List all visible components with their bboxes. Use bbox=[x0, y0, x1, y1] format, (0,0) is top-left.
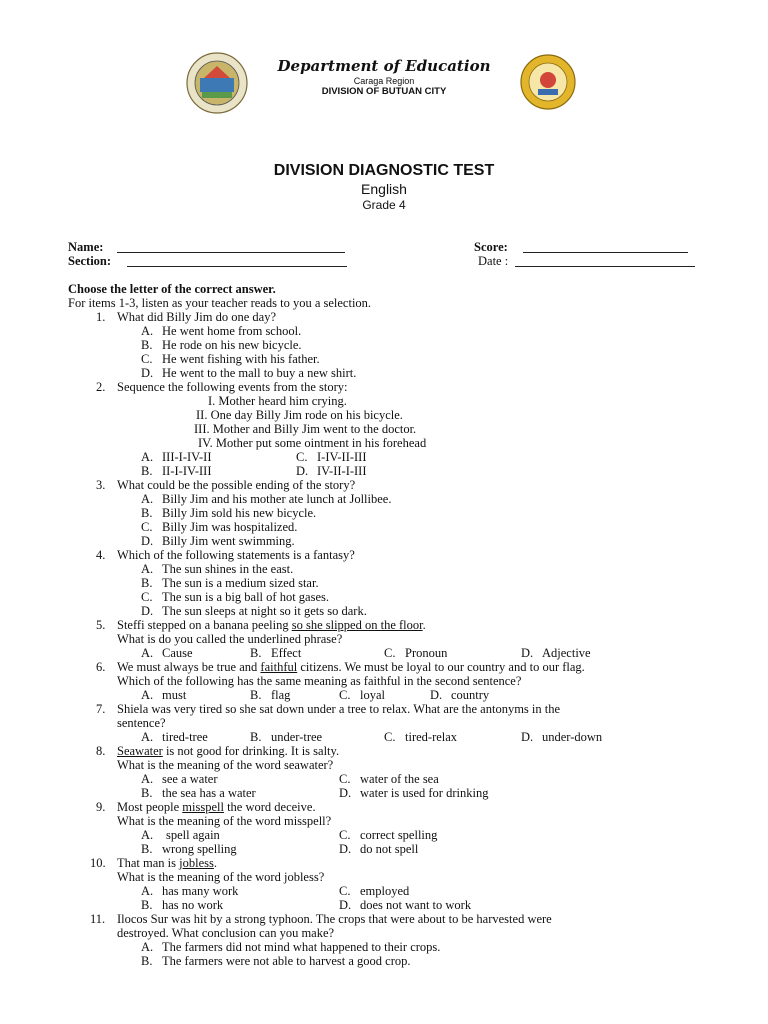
q6-option-c[interactable]: loyal bbox=[360, 688, 385, 702]
q2-event-1: I. Mother heard him crying. bbox=[208, 394, 347, 408]
q10-text bbox=[117, 856, 217, 870]
region-label: Caraga Region bbox=[353, 76, 415, 86]
q5-text-2: What is do you called the underlined phrase? bbox=[117, 632, 343, 646]
q10-text-post: . bbox=[213, 856, 217, 870]
q6-text-2: Which of the following has the same meaning as faithful in the second sentence? bbox=[117, 674, 522, 688]
q6-c-letter: C. bbox=[339, 688, 351, 702]
q7-text-2: sentence? bbox=[117, 716, 166, 730]
q8-text-post: is not good for drinking. It is salty. bbox=[162, 744, 340, 758]
date-label: Date : bbox=[478, 254, 509, 268]
q3-a-letter: A. bbox=[141, 492, 154, 506]
q9-text-2: What is the meaning of the word misspell? bbox=[117, 814, 332, 828]
q7-d-letter: D. bbox=[521, 730, 534, 744]
q2-d-letter: D. bbox=[296, 464, 309, 478]
instruction-listen: For items 1-3, listen as your teacher reads to you a selection. bbox=[68, 296, 372, 310]
q5-text-pre: Steffi stepped on a banana peeling bbox=[117, 618, 292, 632]
q7-option-d[interactable]: under-down bbox=[542, 730, 603, 744]
q1-b-letter: B. bbox=[141, 338, 153, 352]
q1-text: What did Billy Jim do one day? bbox=[117, 310, 277, 324]
q8-underlined-word: Seawater bbox=[117, 744, 163, 758]
date-field[interactable] bbox=[515, 254, 695, 267]
q9-b-letter: B. bbox=[141, 842, 153, 856]
q11-option-a[interactable]: The farmers did not mind what happened to their crops. bbox=[162, 940, 441, 954]
q8-d-letter: D. bbox=[339, 786, 352, 800]
q1-option-d[interactable]: He went to the mall to buy a new shirt. bbox=[162, 366, 357, 380]
department-title: Department of Education bbox=[277, 57, 491, 75]
q2-c-letter: C. bbox=[296, 450, 308, 464]
score-field[interactable] bbox=[523, 240, 688, 253]
q3-option-d[interactable]: Billy Jim went swimming. bbox=[162, 534, 295, 548]
q6-underlined-word: faithful bbox=[260, 660, 298, 674]
q5-option-b[interactable]: Effect bbox=[271, 646, 302, 660]
q3-text: What could be the possible ending of the story? bbox=[117, 478, 356, 492]
q4-option-d[interactable]: The sun sleeps at night so it gets so dark. bbox=[162, 604, 367, 618]
q9-option-a[interactable]: spell again bbox=[166, 828, 220, 842]
q8-option-d[interactable]: water is used for drinking bbox=[360, 786, 489, 800]
q3-number: 3. bbox=[96, 478, 106, 492]
q5-a-letter: A. bbox=[141, 646, 154, 660]
q8-c-letter: C. bbox=[339, 772, 351, 786]
q7-option-b[interactable]: under-tree bbox=[271, 730, 323, 744]
q4-d-letter: D. bbox=[141, 604, 154, 618]
q4-option-a[interactable]: The sun shines in the east. bbox=[162, 562, 294, 576]
q4-b-letter: B. bbox=[141, 576, 153, 590]
q1-a-letter: A. bbox=[141, 324, 154, 338]
q3-option-a[interactable]: Billy Jim and his mother ate lunch at Jollibee. bbox=[162, 492, 392, 506]
section-field[interactable] bbox=[127, 254, 347, 267]
q5-c-letter: C. bbox=[384, 646, 396, 660]
q10-b-letter: B. bbox=[141, 898, 153, 912]
q7-b-letter: B. bbox=[250, 730, 262, 744]
q11-text: Ilocos Sur was hit by a strong typhoon. The crops that were about to be harvested were bbox=[117, 912, 552, 926]
q2-event-4: IV. Mother put some ointment in his forehead bbox=[198, 436, 427, 450]
q6-option-b[interactable]: flag bbox=[271, 688, 291, 702]
q7-text: Shiela was very tired so she sat down under a tree to relax. What are the antonyms in the bbox=[117, 702, 561, 716]
q8-number: 8. bbox=[96, 744, 106, 758]
name-label: Name: bbox=[68, 240, 104, 254]
q8-text bbox=[117, 744, 339, 758]
q2-event-3: III. Mother and Billy Jim went to the doctor. bbox=[194, 422, 417, 436]
q9-underlined-word: misspell bbox=[182, 800, 224, 814]
q6-text bbox=[117, 660, 585, 674]
q10-text-pre: That man is bbox=[117, 856, 180, 870]
q4-option-b[interactable]: The sun is a medium sized star. bbox=[162, 576, 319, 590]
q11-a-letter: A. bbox=[141, 940, 154, 954]
q1-option-c[interactable]: He went fishing with his father. bbox=[162, 352, 320, 366]
q6-a-letter: A. bbox=[141, 688, 154, 702]
test-title: DIVISION DIAGNOSTIC TEST bbox=[273, 162, 495, 179]
q2-event-2: II. One day Billy Jim rode on his bicycle. bbox=[196, 408, 403, 422]
q4-number: 4. bbox=[96, 548, 106, 562]
q11-b-letter: B. bbox=[141, 954, 153, 968]
q2-option-b[interactable]: II-I-IV-III bbox=[162, 464, 212, 478]
q7-option-c[interactable]: tired-relax bbox=[405, 730, 458, 744]
q5-text bbox=[117, 618, 426, 632]
q10-a-letter: A. bbox=[141, 884, 154, 898]
q3-c-letter: C. bbox=[141, 520, 153, 534]
q7-number: 7. bbox=[96, 702, 106, 716]
q11-option-b[interactable]: The farmers were not able to harvest a good crop. bbox=[162, 954, 411, 968]
q7-c-letter: C. bbox=[384, 730, 396, 744]
q6-option-a[interactable]: must bbox=[162, 688, 187, 702]
q2-b-letter: B. bbox=[141, 464, 153, 478]
q9-d-letter: D. bbox=[339, 842, 352, 856]
q9-option-c[interactable]: correct spelling bbox=[360, 828, 438, 842]
q6-text-pre: We must always be true and bbox=[117, 660, 261, 674]
q5-option-c[interactable]: Pronoun bbox=[405, 646, 448, 660]
q2-number: 2. bbox=[96, 380, 106, 394]
q9-c-letter: C. bbox=[339, 828, 351, 842]
q7-a-letter: A. bbox=[141, 730, 154, 744]
q9-option-b[interactable]: wrong spelling bbox=[162, 842, 237, 856]
q10-option-a[interactable]: has many work bbox=[162, 884, 239, 898]
q5-option-a[interactable]: Cause bbox=[162, 646, 193, 660]
score-label: Score: bbox=[474, 240, 508, 254]
q1-c-letter: C. bbox=[141, 352, 153, 366]
q5-text-post: . bbox=[422, 618, 426, 632]
q8-b-letter: B. bbox=[141, 786, 153, 800]
q2-text: Sequence the following events from the story: bbox=[117, 380, 348, 394]
q11-text-2: destroyed. What conclusion can you make? bbox=[117, 926, 335, 940]
q10-option-d[interactable]: does not want to work bbox=[360, 898, 472, 912]
q2-option-a[interactable]: III-I-IV-II bbox=[162, 450, 212, 464]
q6-number: 6. bbox=[96, 660, 106, 674]
q2-option-d[interactable]: IV-II-I-III bbox=[317, 464, 367, 478]
q8-text-2: What is the meaning of the word seawater? bbox=[117, 758, 334, 772]
q1-number: 1. bbox=[96, 310, 106, 324]
q10-option-c[interactable]: employed bbox=[360, 884, 410, 898]
q9-text bbox=[117, 800, 316, 814]
subject-label: English bbox=[361, 181, 407, 197]
grade-label: Grade 4 bbox=[362, 198, 406, 212]
q8-option-b[interactable]: the sea has a water bbox=[162, 786, 256, 800]
q1-option-a[interactable]: He went home from school. bbox=[162, 324, 302, 338]
q3-d-letter: D. bbox=[141, 534, 154, 548]
q9-text-post: the word deceive. bbox=[223, 800, 316, 814]
q10-text-2: What is the meaning of the word jobless? bbox=[117, 870, 325, 884]
q5-b-letter: B. bbox=[250, 646, 262, 660]
q10-d-letter: D. bbox=[339, 898, 352, 912]
q9-a-letter: A. bbox=[141, 828, 154, 842]
q10-number: 10. bbox=[90, 856, 106, 870]
q3-b-letter: B. bbox=[141, 506, 153, 520]
q9-number: 9. bbox=[96, 800, 106, 814]
q5-option-d[interactable]: Adjective bbox=[542, 646, 591, 660]
q7-option-a[interactable]: tired-tree bbox=[162, 730, 208, 744]
q4-a-letter: A. bbox=[141, 562, 154, 576]
q1-option-b[interactable]: He rode on his new bicycle. bbox=[162, 338, 302, 352]
q9-text-pre: Most people bbox=[117, 800, 183, 814]
q5-number: 5. bbox=[96, 618, 106, 632]
q8-a-letter: A. bbox=[141, 772, 154, 786]
q5-d-letter: D. bbox=[521, 646, 534, 660]
instruction-main: Choose the letter of the correct answer. bbox=[68, 282, 276, 296]
q3-option-c[interactable]: Billy Jim was hospitalized. bbox=[162, 520, 298, 534]
name-field[interactable] bbox=[117, 240, 345, 253]
q9-option-d[interactable]: do not spell bbox=[360, 842, 419, 856]
q4-c-letter: C. bbox=[141, 590, 153, 604]
q10-option-b[interactable]: has no work bbox=[162, 898, 224, 912]
q3-option-b[interactable]: Billy Jim sold his new bicycle. bbox=[162, 506, 317, 520]
q5-underlined-phrase: so she slipped on the floor bbox=[291, 618, 423, 632]
q11-number: 11. bbox=[90, 912, 106, 926]
q2-option-c[interactable]: I-IV-II-III bbox=[317, 450, 367, 464]
q2-a-letter: A. bbox=[141, 450, 154, 464]
q1-d-letter: D. bbox=[141, 366, 154, 380]
q6-b-letter: B. bbox=[250, 688, 262, 702]
q4-text: Which of the following statements is a fantasy? bbox=[117, 548, 355, 562]
q4-option-c[interactable]: The sun is a big ball of hot gases. bbox=[162, 590, 329, 604]
q6-text-post: citizens. We must be loyal to our country and to our flag. bbox=[297, 660, 585, 674]
q10-c-letter: C. bbox=[339, 884, 351, 898]
division-label: DIVISION OF BUTUAN CITY bbox=[321, 86, 447, 97]
section-label: Section: bbox=[68, 254, 112, 268]
q6-option-d[interactable]: country bbox=[451, 688, 490, 702]
q6-d-letter: D. bbox=[430, 688, 443, 702]
q8-option-a[interactable]: see a water bbox=[162, 772, 218, 786]
q10-underlined-word: jobless bbox=[179, 856, 214, 870]
q8-option-c[interactable]: water of the sea bbox=[360, 772, 439, 786]
